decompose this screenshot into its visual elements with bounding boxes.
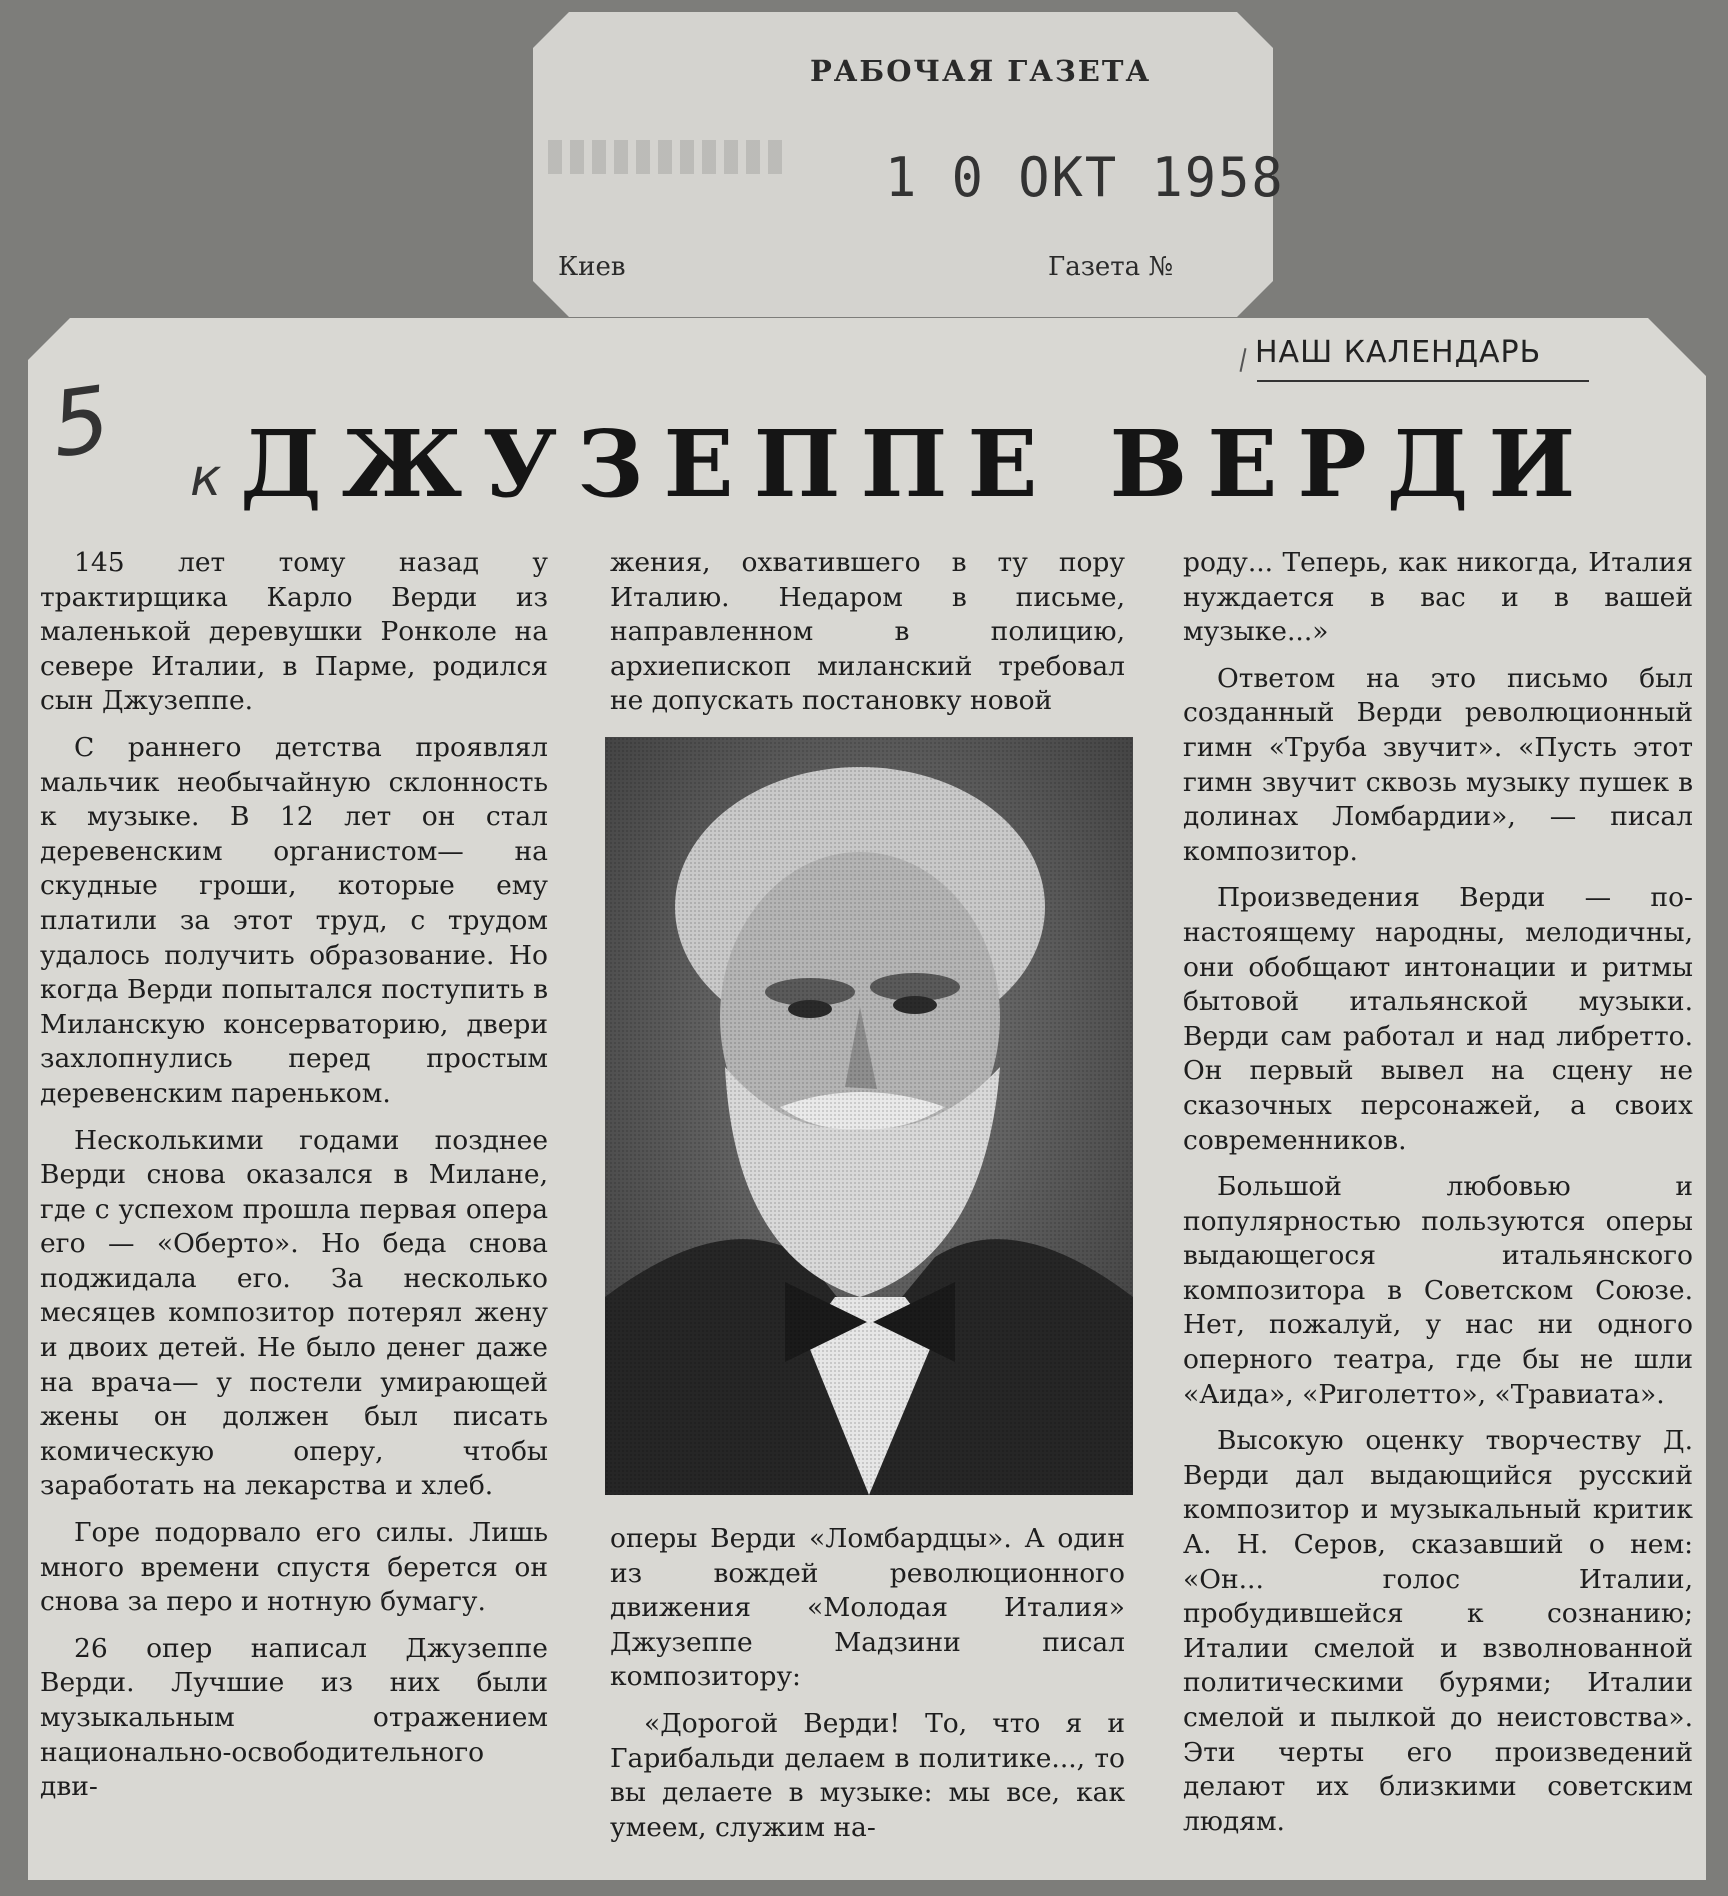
paragraph: Горе подорвало его силы. Лишь много времени спустя берется он снова за перо и нотную бумагу. bbox=[40, 1517, 548, 1618]
newspaper-name: РАБОЧАЯ ГАЗЕТА bbox=[810, 54, 1152, 88]
handwritten-number: 5 bbox=[44, 366, 117, 479]
date-stamp: 1 0 ОКТ 1958 bbox=[885, 146, 1285, 210]
article-column-1 bbox=[40, 546, 548, 1817]
paragraph: 145 лет тому назад у трактирщика Карло Верди из маленькой деревушки Ронколе на севере Италии, в Парме, родился сын Джузеппе. bbox=[40, 547, 548, 717]
rubric-underline bbox=[1257, 380, 1589, 382]
portrait-illustration bbox=[605, 737, 1133, 1495]
verdi-portrait-photo bbox=[605, 737, 1133, 1495]
paragraph: «Дорогой Верди! То, что я и Гарибальди делаем в политике..., то вы делаете в музыке: мы все, как умеем, служим на- bbox=[610, 1707, 1125, 1843]
rubric-heading: НАШ КАЛЕНДАРЬ bbox=[1255, 335, 1542, 370]
paragraph: жения, охватившего в ту пору Италию. Недаром в письме, направленном в полицию, архиепископ миланский требовал не допускать постановку новой bbox=[610, 547, 1125, 717]
city-label: Киев bbox=[558, 252, 626, 282]
handwritten-mark: к bbox=[190, 448, 222, 508]
paragraph: Высокую оценку творчеству Д. Верди дал выдающийся русский композитор и музыкальный критик А. Н. Серов, сказавший о нем: «Он... голос Италии, пробудившейся к сознанию; Италии смелой и взволнованной политическими бурями; Италии смелой и пылкой до неистовства». Эти черты его произведений делают их близкими советским людям. bbox=[1183, 1425, 1693, 1837]
article-column-2-top bbox=[610, 546, 1125, 731]
paragraph: С раннего детства проявлял мальчик необычайную склонность к музыке. В 12 лет он стал деревенским органистом— на скудные гроши, которые ему платили за этот труд, с трудом удалось получить образование. Но когда Верди попытался поступить в Миланскую консерваторию, двери захлопнулись перед простым деревенским пареньком. bbox=[40, 731, 548, 1109]
issue-label: Газета № bbox=[1048, 252, 1174, 282]
article-column-3 bbox=[1183, 546, 1693, 1851]
faint-stamp-mark bbox=[548, 140, 788, 174]
article-column-2-bottom bbox=[610, 1522, 1125, 1857]
paragraph: 26 опер написал Джузеппе Верди. Лучшие из них были музыкальным отражением национально-освободительного дви- bbox=[40, 1632, 548, 1803]
paragraph: роду... Теперь, как никогда, Италия нуждается в вас и в вашей музыке...» bbox=[1183, 547, 1693, 648]
paragraph: Большой любовью и популярностью пользуются оперы выдающегося итальянского композитора в Советском Союзе. Нет, пожалуй, у нас ни одного оперного театра, где бы не шли «Аида», «Риголетто», «Травиата». bbox=[1183, 1171, 1693, 1410]
paragraph: оперы Верди «Ломбардцы». А один из вождей революционного движения «Молодая Италия» Джузеппе Мадзини писал композитору: bbox=[610, 1523, 1125, 1693]
paragraph: Ответом на это письмо был созданный Верди революционный гимн «Труба звучит». «Пусть этот гимн звучит сквозь музыку пушек в долинах Ломбардии», — писал композитор. bbox=[1183, 662, 1693, 867]
paragraph: Произведения Верди — по-настоящему народны, мелодичны, они обобщают интонации и ритмы бытовой итальянской музыки. Верди сам работал и над либретто. Он первый вывел на сцену не сказочных персонажей, а своих современников. bbox=[1183, 882, 1693, 1156]
article-title: ДЖУЗЕППЕ ВЕРДИ bbox=[240, 410, 1596, 518]
paragraph: Несколькими годами позднее Верди снова оказался в Милане, где с успехом прошла первая опера его — «Оберто». Но беда снова поджидала его. За несколько месяцев композитор потерял жену и двоих детей. Не было денег даже на врача— у постели умирающей жены он должен был писать комическую оперу, чтобы заработать на лекарства и хлеб. bbox=[40, 1124, 548, 1502]
